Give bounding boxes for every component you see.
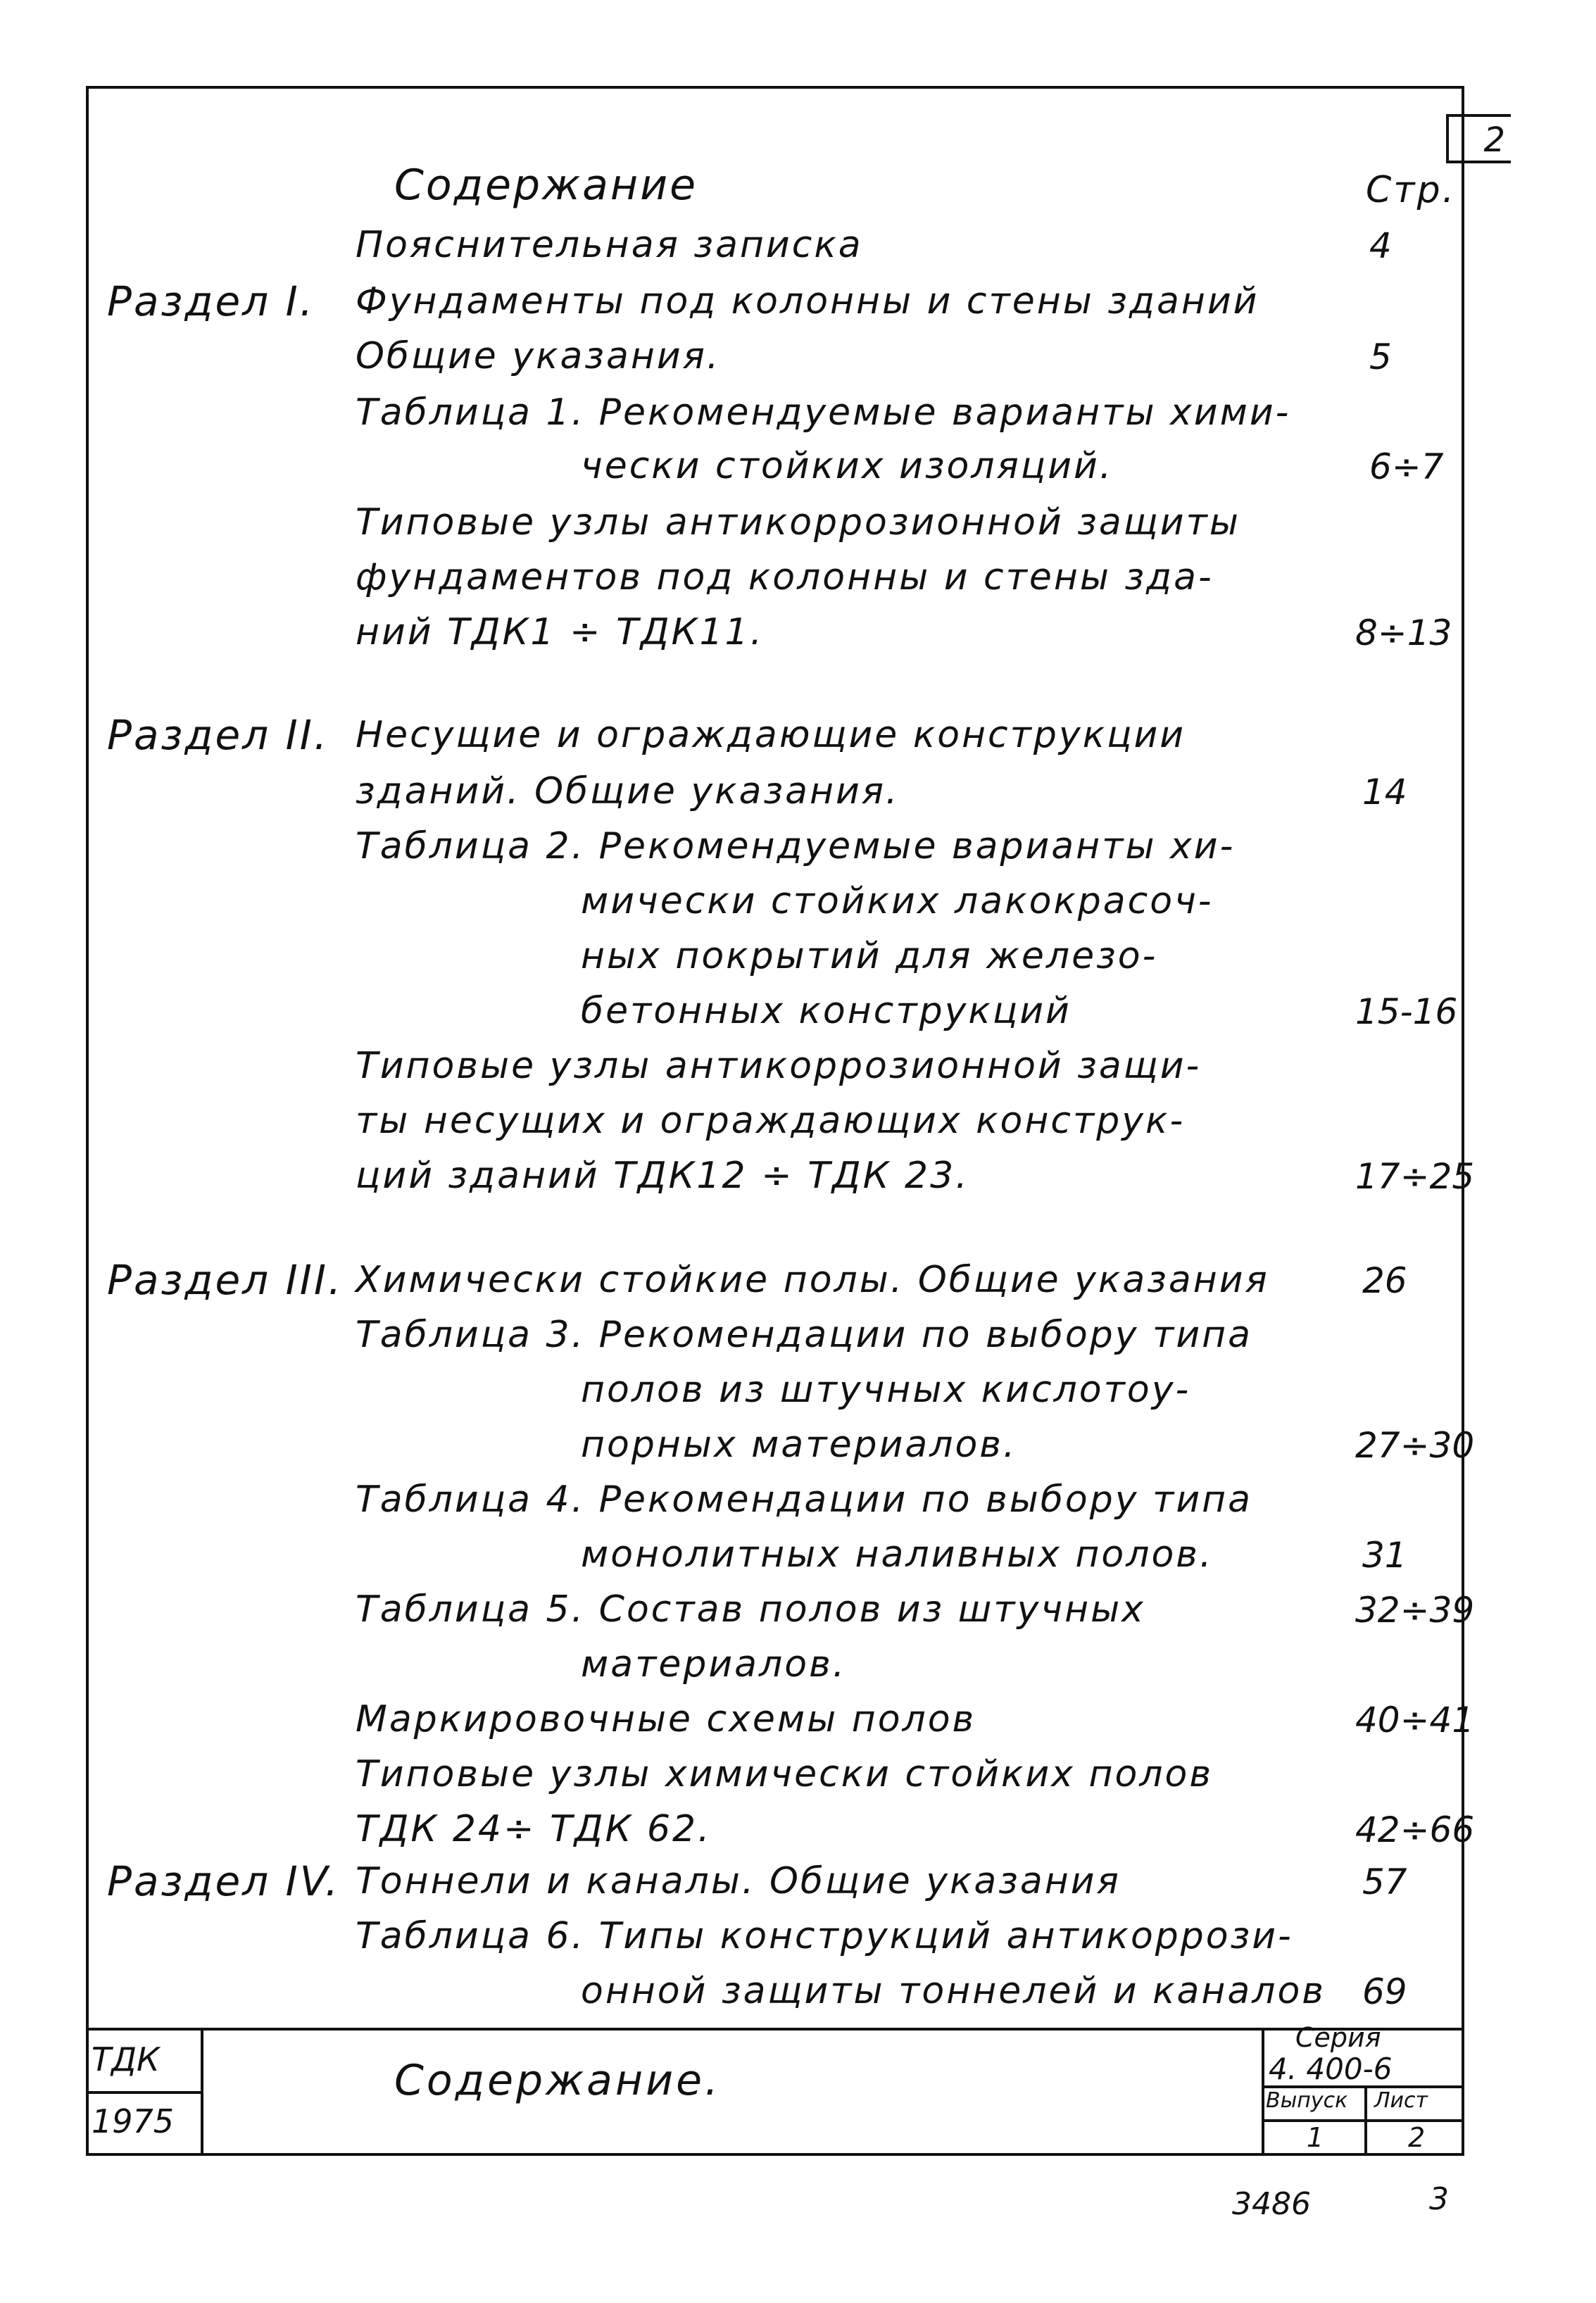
section-label: Раздел II.: [107, 711, 329, 759]
page-column-header: Стр.: [1366, 169, 1457, 211]
entry-text: Таблица 5. Состав полов из штучных: [356, 1588, 1145, 1631]
entry-page: 31: [1362, 1535, 1407, 1576]
entry-page: 4: [1369, 225, 1392, 266]
issue-value: 1: [1307, 2122, 1324, 2153]
entry-text: Фундаменты под колонны и стены зданий: [356, 280, 1259, 322]
entry-text: Пояснительная записка: [356, 224, 863, 266]
entry-text: Таблица 3. Рекомендации по выбору типа: [356, 1314, 1252, 1356]
entry-text: ций зданий ТДК12 ÷ ТДК 23.: [356, 1155, 969, 1197]
section-label: Раздел I.: [107, 277, 315, 325]
entry-text: Типовые узлы антикоррозионной защи-: [356, 1045, 1202, 1087]
series-label: Серия: [1295, 2022, 1381, 2053]
footer-mark: 3: [1429, 2181, 1449, 2217]
entry-text: полов из штучных кислотоу-: [581, 1369, 1191, 1411]
entry-text: онной защиты тоннелей и каналов: [581, 1970, 1326, 2012]
inventory-number: 3486: [1232, 2186, 1311, 2222]
page-number-box: [1446, 114, 1511, 163]
entry-text: зданий. Общие указания.: [356, 770, 900, 812]
series-value: 4. 400-6: [1269, 2052, 1393, 2086]
entry-text: чески стойких изоляций.: [581, 445, 1114, 487]
stamp-year: 1975: [92, 2102, 175, 2140]
entry-text: ТДК 24÷ ТДК 62.: [356, 1808, 712, 1850]
entry-text: ний ТДК1 ÷ ТДК11.: [356, 611, 765, 653]
stamp-title: Содержание.: [394, 2056, 722, 2105]
entry-text: ных покрытий для железо-: [581, 935, 1158, 977]
entry-text: Типовые узлы химически стойких полов: [356, 1753, 1213, 1795]
entry-page: 17÷25: [1355, 1156, 1475, 1197]
entry-text: Таблица 4. Рекомендации по выбору типа: [356, 1479, 1252, 1521]
entry-page: 57: [1362, 1862, 1407, 1902]
entry-text: фундаментов под колонны и стены зда-: [356, 556, 1214, 598]
entry-page: 5: [1369, 337, 1392, 377]
entry-page: 8÷13: [1355, 613, 1452, 653]
entry-text: Типовые узлы антикоррозионной защиты: [356, 501, 1240, 544]
stamp-divider: [201, 2028, 203, 2156]
entry-text: Тоннели и каналы. Общие указания: [356, 1860, 1121, 1902]
sheet-value: 2: [1408, 2122, 1426, 2153]
entry-page: 40÷41: [1355, 1700, 1475, 1740]
section-label: Раздел IV.: [107, 1857, 341, 1905]
entry-page: 6÷7: [1369, 446, 1444, 487]
entry-page: 26: [1362, 1260, 1407, 1301]
entry-text: монолитных наливных полов.: [581, 1533, 1214, 1576]
entry-text: Таблица 2. Рекомендуемые варианты хи-: [356, 825, 1236, 867]
entry-page: 27÷30: [1355, 1425, 1475, 1466]
entry-text: материалов.: [581, 1643, 847, 1686]
entry-text: Общие указания.: [356, 335, 721, 377]
stamp-divider: [1262, 2119, 1464, 2122]
entry-text: Химически стойкие полы. Общие указания: [356, 1259, 1269, 1301]
entry-page: 32÷39: [1355, 1590, 1475, 1631]
entry-text: порных материалов.: [581, 1424, 1017, 1466]
entry-text: бетонных конструкций: [581, 990, 1072, 1032]
entry-text: ты несущих и ограждающих конструк-: [356, 1100, 1186, 1142]
stamp-divider: [1262, 2028, 1264, 2156]
contents-title: Содержание: [394, 161, 698, 210]
entry-text: Несущие и ограждающие конструкции: [356, 714, 1186, 756]
entry-page: 42÷66: [1355, 1809, 1475, 1850]
entry-page: 14: [1362, 772, 1407, 812]
entry-text: мически стойких лакокрасоч-: [581, 880, 1214, 922]
entry-page: 15-16: [1355, 991, 1458, 1032]
entry-page: 69: [1362, 1971, 1407, 2012]
entry-text: Таблица 6. Типы конструкций антикоррози-: [356, 1915, 1293, 1957]
stamp-code: ТДК: [92, 2040, 160, 2078]
issue-label: Выпуск: [1266, 2088, 1348, 2113]
entry-text: Маркировочные схемы полов: [356, 1698, 976, 1740]
page-number: 2: [1483, 120, 1505, 160]
stamp-divider: [86, 2091, 201, 2094]
section-label: Раздел III.: [107, 1256, 344, 1304]
entry-text: Таблица 1. Рекомендуемые варианты хими-: [356, 391, 1291, 434]
sheet-label: Лист: [1374, 2088, 1428, 2113]
title-block: [86, 2028, 1464, 2156]
